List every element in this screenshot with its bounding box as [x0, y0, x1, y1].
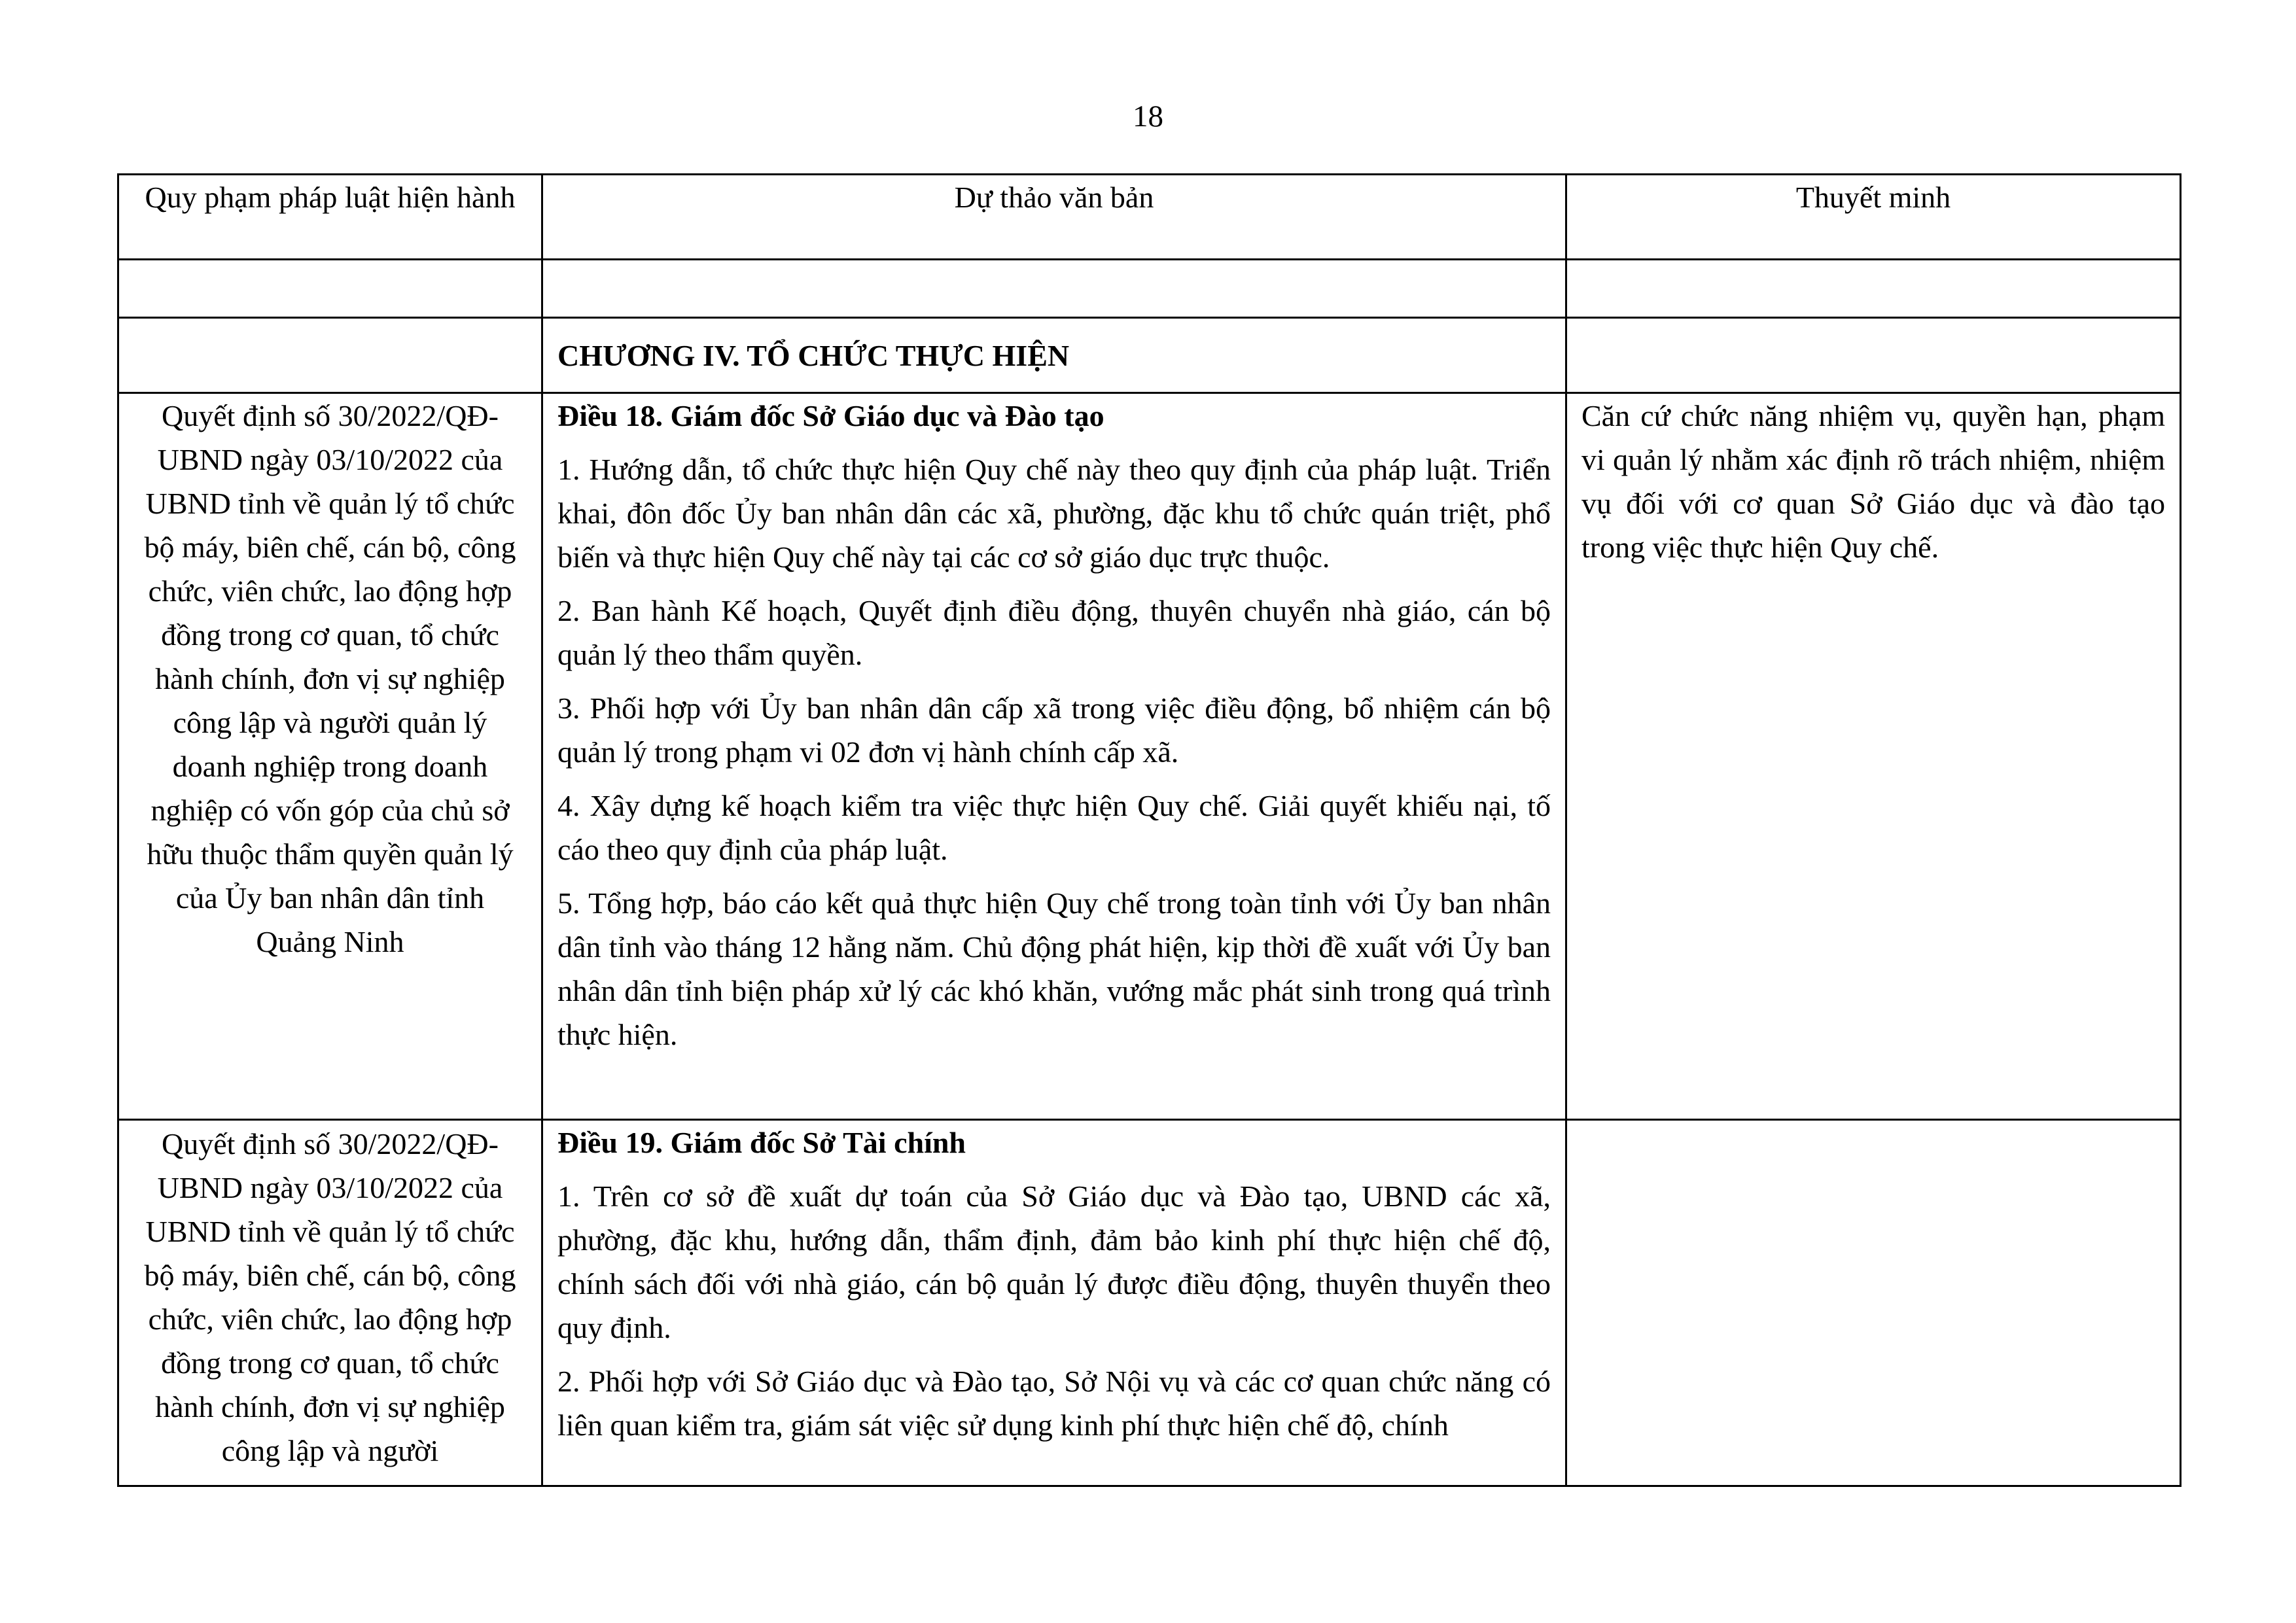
empty-cell	[1566, 318, 2181, 393]
clause: 4. Xây dựng kế hoạch kiểm tra việc thực hiện Quy chế. Giải quyết khiếu nại, tố cáo theo quy định của pháp luật.	[557, 789, 1551, 866]
clause: 3. Phối hợp với Ủy ban nhân dân cấp xã trong việc điều động, bổ nhiệm cán bộ quản lý trong phạm vi 02 đơn vị hành chính cấp xã.	[557, 691, 1551, 769]
empty-cell	[542, 260, 1566, 318]
clause: 2. Phối hợp với Sở Giáo dục và Đào tạo, Sở Nội vụ và các cơ quan chức năng có liên quan kiểm tra, giám sát việc sử dụng kinh phí thực hiện chế độ, chính	[557, 1365, 1551, 1442]
table-row-article-19	[118, 1120, 2181, 1486]
clause: 1. Hướng dẫn, tổ chức thực hiện Quy chế này theo quy định của pháp luật. Triển khai, đôn đốc Ủy ban nhân dân các xã, phường, đặc khu tổ chức quán triệt, phổ biến và thực hiện Quy chế này tại các cơ sở giáo dục trực thuộc.	[557, 453, 1551, 574]
article-18-title: Điều 18. Giám đốc Sở Giáo dục và Đào tạo	[557, 399, 1104, 432]
empty-cell	[118, 260, 542, 318]
table-row-article-18	[118, 393, 2181, 1120]
header-explanation: Thuyết minh	[1566, 175, 2181, 260]
chapter-cell	[542, 318, 1566, 393]
empty-cell	[118, 318, 542, 393]
empty-cell	[1566, 260, 2181, 318]
comparison-table	[117, 173, 2181, 1487]
page-number: 18	[1133, 99, 1163, 133]
clause: 5. Tổng hợp, báo cáo kết quả thực hiện Quy chế trong toàn tỉnh với Ủy ban nhân dân tỉnh vào tháng 12 hằng năm. Chủ động phát hiện, kịp thời đề xuất với Ủy ban nhân dân tỉnh biện pháp xử lý các khó khăn, vướng mắc phát sinh trong quá trình thực hiện.	[557, 886, 1551, 1051]
explanation-cell: Căn cứ chức năng nhiệm vụ, quyền hạn, phạm vi quản lý nhằm xác định rõ trách nhiệm, nhiệm vụ đối với cơ quan Sở Giáo dục và đào tạo trong việc thực hiện Quy chế.	[1566, 393, 2181, 1120]
empty-row	[118, 260, 2181, 318]
clause: 2. Ban hành Kế hoạch, Quyết định điều động, thuyên chuyển nhà giáo, cán bộ quản lý theo thẩm quyền.	[557, 594, 1551, 671]
clause: 1. Trên cơ sở đề xuất dự toán của Sở Giáo dục và Đào tạo, UBND các xã, phường, đặc khu, hướng dẫn, thẩm định, đảm bảo kinh phí thực hiện chế độ, chính sách đối với nhà giáo, cán bộ quản lý được điều động, thuyên thuyển theo quy định.	[557, 1179, 1551, 1344]
draft-cell	[542, 393, 1566, 1120]
article-19-title: Điều 19. Giám đốc Sở Tài chính	[557, 1126, 966, 1159]
draft-cell	[542, 1120, 1566, 1486]
header-draft-text: Dự thảo văn bản	[542, 175, 1566, 260]
header-current-law: Quy phạm pháp luật hiện hành	[118, 175, 542, 260]
chapter-title: CHƯƠNG IV. TỔ CHỨC THỰC HIỆN	[557, 338, 1070, 372]
legal-basis-cell: Quyết định số 30/2022/QĐ-UBND ngày 03/10/2022 của UBND tỉnh về quản lý tổ chức bộ máy, biên chế, cán bộ, công chức, viên chức, lao động hợp đồng trong cơ quan, tổ chức hành chính, đơn vị sự nghiệp công lập và người	[118, 1120, 542, 1486]
explanation-cell	[1566, 1120, 2181, 1486]
legal-basis-cell: Quyết định số 30/2022/QĐ-UBND ngày 03/10/2022 của UBND tỉnh về quản lý tổ chức bộ máy, biên chế, cán bộ, công chức, viên chức, lao động hợp đồng trong cơ quan, tổ chức hành chính, đơn vị sự nghiệp công lập và người quản lý doanh nghiệp trong doanh nghiệp có vốn góp của chủ sở hữu thuộc thẩm quyền quản lý của Ủy ban nhân dân tỉnh Quảng Ninh	[118, 393, 542, 1120]
table-header-row	[118, 175, 2181, 260]
chapter-row	[118, 318, 2181, 393]
